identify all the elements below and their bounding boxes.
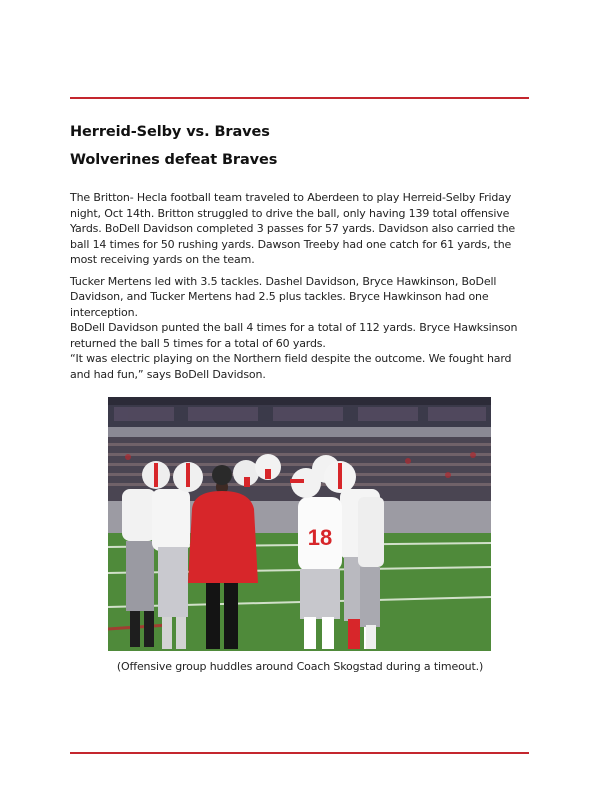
paragraph-game-summary: The Britton- Hecla football team traveled to Aberdeen to play Herreid-Selby Friday night, Oct 14th. Britton struggled to drive the ball, only having 139 total offensive Yards. BoDell Davidson completed 3 passes for 57 yards. Davidson also carried the ball 14 times for 50 rushing yards. Dawson Treeby had one catch for 61 yards, the most receiving yards on the team.	[70, 191, 516, 266]
top-divider	[70, 97, 529, 99]
bottom-divider	[70, 752, 529, 754]
article-body	[70, 190, 532, 382]
paragraph-special-teams: BoDell Davidson punted the ball 4 times for a total of 112 yards. Bryce Hawksinson returned the ball 5 times for a total of 60 yards.	[70, 321, 518, 350]
article-title: Herreid-Selby vs. Braves	[70, 124, 270, 140]
photo-caption: (Offensive group huddles around Coach Skogstad during a timeout.)	[116, 660, 484, 673]
article-subtitle: Wolverines defeat Braves	[70, 152, 278, 168]
team-huddle-photo	[108, 397, 491, 651]
paragraph-quote: “It was electric playing on the Northern field despite the outcome. We fought hard and had fun,” says BoDell Davidson.	[70, 352, 512, 381]
jersey-number-18: 18	[307, 525, 333, 550]
paragraph-defense: Tucker Mertens led with 3.5 tackles. Dashel Davidson, Bryce Hawkinson, BoDell Davidson, and Tucker Mertens had 2.5 plus tackles. Bryce Hawkinson had one interception.	[70, 274, 497, 319]
